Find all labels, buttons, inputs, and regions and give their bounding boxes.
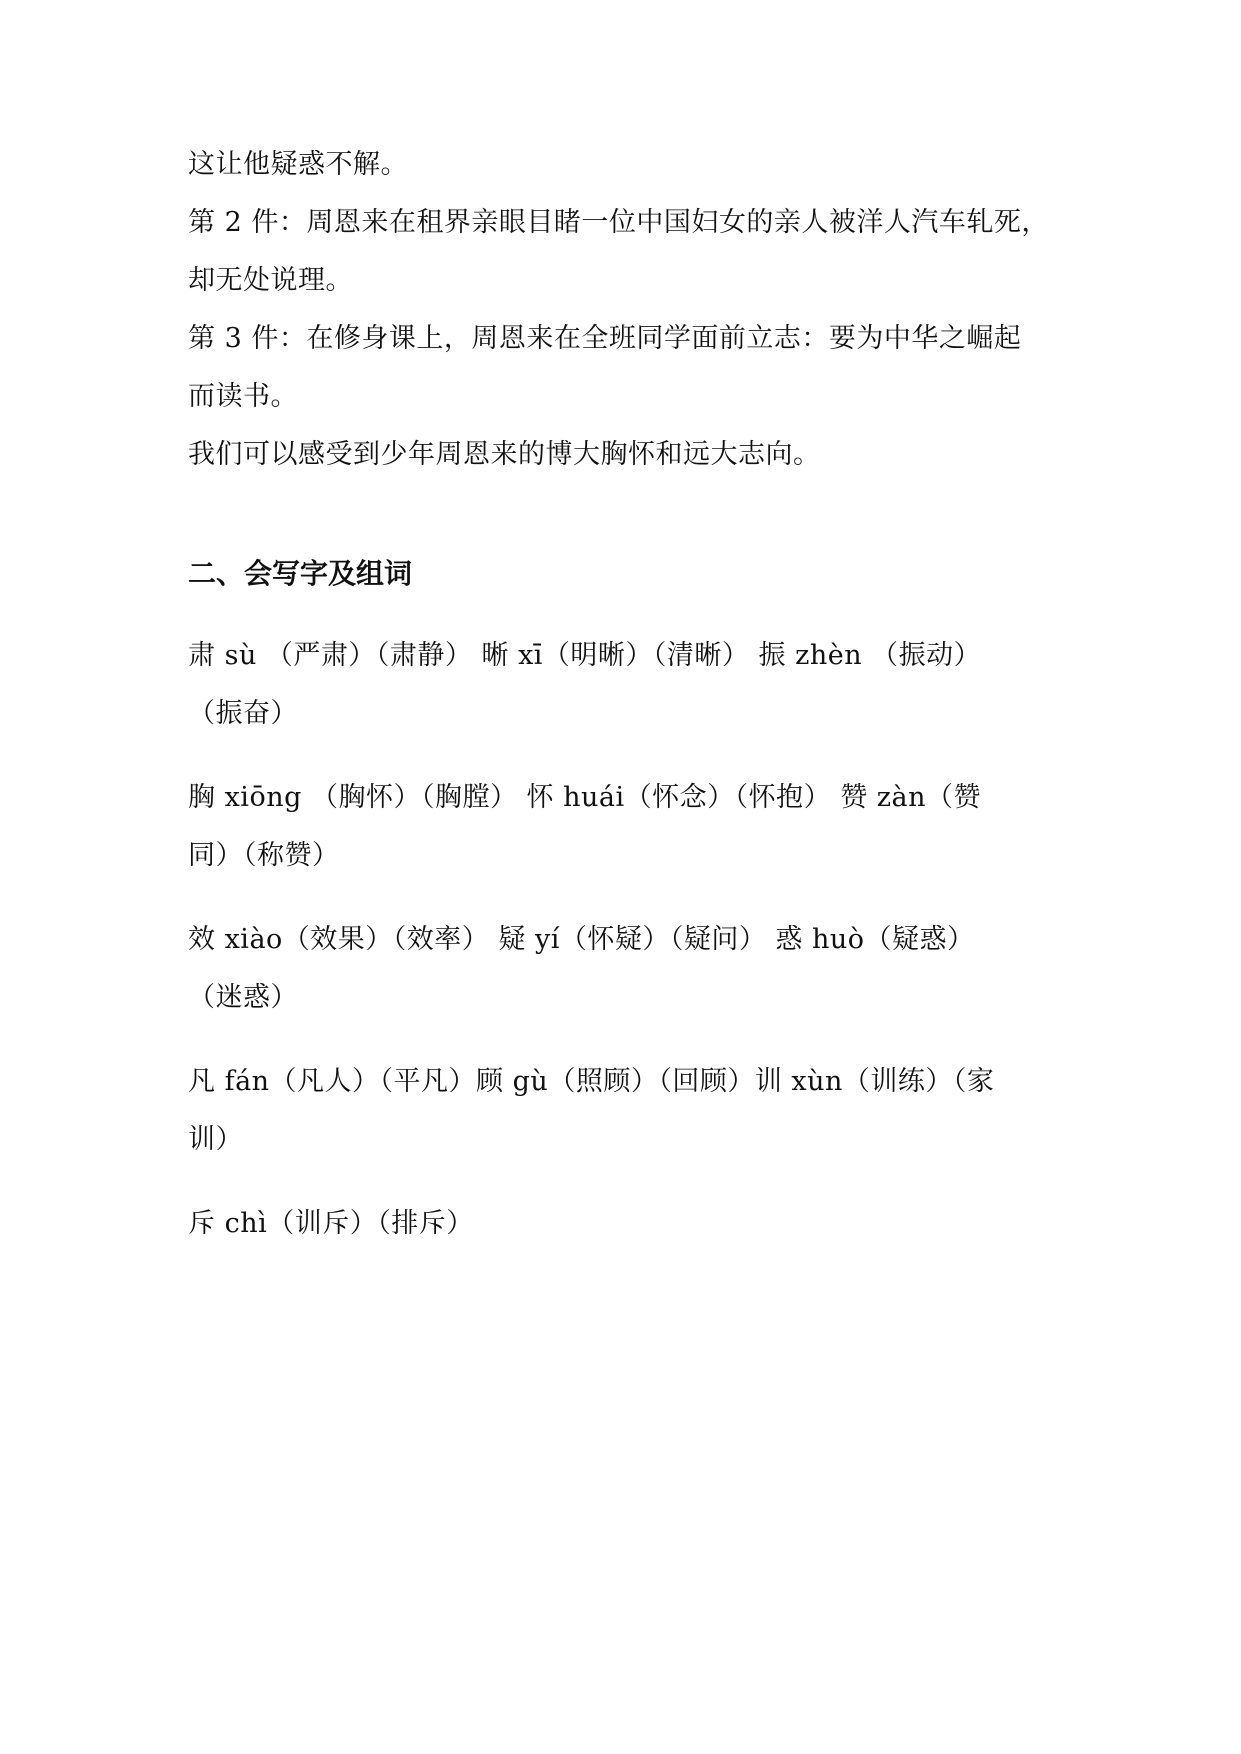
paragraph-line: 而读书。 [188,381,298,412]
paragraph-line: 却无处说理。 [188,265,353,296]
vocab-line: 同）（称赞） [188,840,340,871]
section-heading: 二、会写字及组词 [188,557,413,590]
vocab-line: （振奋） [188,698,298,729]
vocab-line: 效 xiào（效果）（效率） 疑 yí（怀疑）（疑问） 惑 huò（疑惑） [188,924,975,955]
paragraph-line: 第 2 件：周恩来在租界亲眼目睹一位中国妇女的亲人被洋人汽车轧死， [188,207,1049,238]
vocab-line: 训） [188,1124,243,1155]
vocab-line: （迷惑） [188,982,298,1013]
vocab-line: 斥 chì（训斥）（排斥） [188,1208,474,1239]
vocab-line: 胸 xiōng （胸怀）（胸膛） 怀 huái（怀念）（怀抱） 赞 zàn（赞 [188,782,982,813]
paragraph-line: 第 3 件：在修身课上，周恩来在全班同学面前立志：要为中华之崛起 [188,323,1022,354]
paragraph-line: 这让他疑惑不解。 [188,149,408,180]
vocab-line: 肃 sù （严肃）（肃静） 晰 xī（明晰）（清晰） 振 zhèn （振动） [188,640,982,671]
vocab-line: 凡 fán（凡人）（平凡）顾 gù（照顾）（回顾）训 xùn（训练）（家 [188,1066,995,1097]
paragraph-line: 我们可以感受到少年周恩来的博大胸怀和远大志向。 [188,439,821,470]
